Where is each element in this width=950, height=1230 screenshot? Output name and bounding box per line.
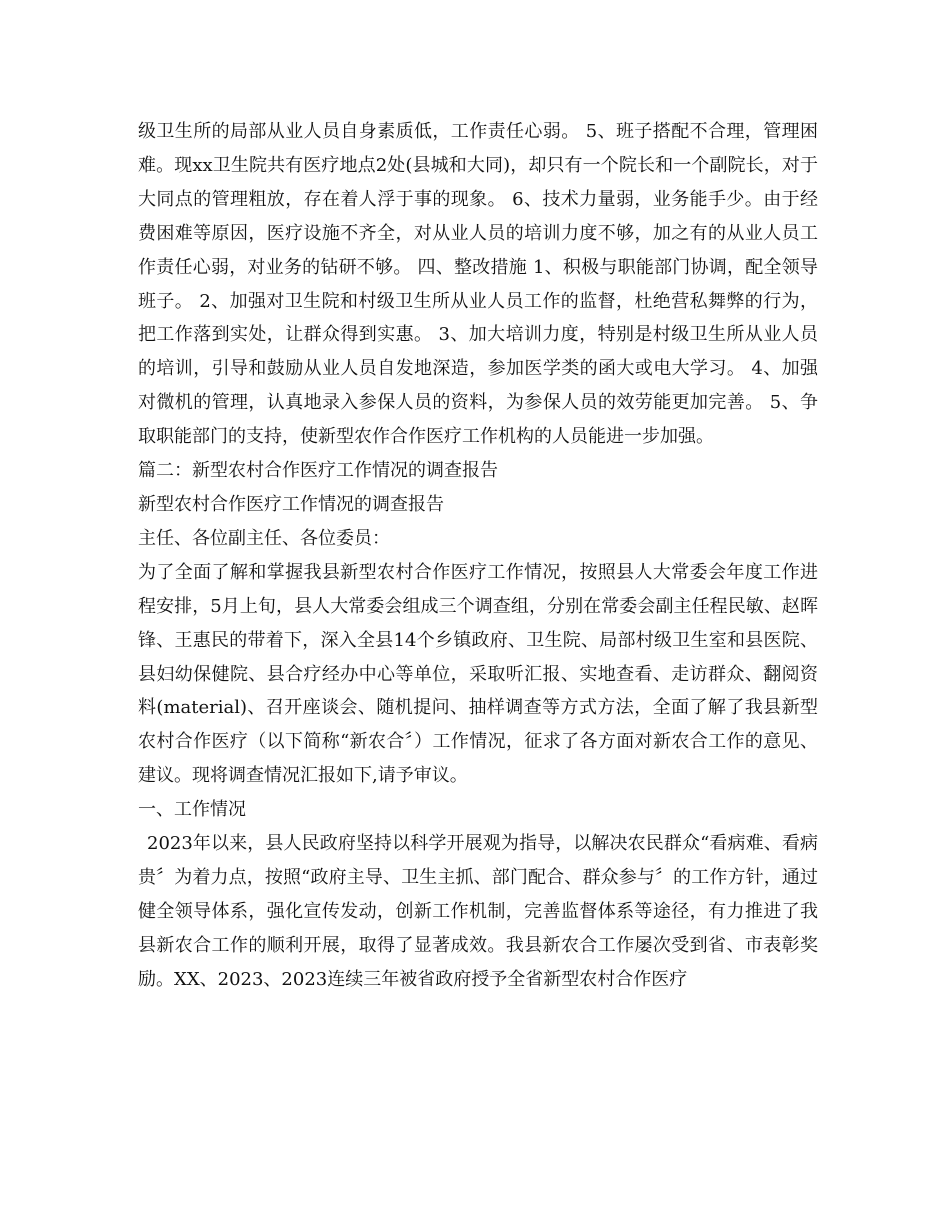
paragraph-work-status: 2023年以来，县人民政府坚持以科学开展观为指导，以解决农民群众“看病难、看病贵〞为着力点，按照“政府主导、卫生主抓、部门配合、群众参与〞的工作方针，通过健全领导体系，强化宣传发动，创新工作机制，完善监督体系等途径，有力推进了我县新农合工作的顺利开展，取得了显著成效。我县新农合工作屡次受到省、市表彰奖励。XX、2023、2023连续三年被省政府授予全省新型农村合作医疗 bbox=[138, 833, 818, 990]
report-title: 新型农村合作医疗工作情况的调查报告 bbox=[138, 493, 444, 515]
paragraph-introduction: 为了全面了解和掌握我县新型农村合作医疗工作情况，按照县人大常委会年度工作进程安排，5月上旬，县人大常委会组成三个调查组，分别在常委会副主任程民敏、赵晖锋、王惠民的带着下，深入全县14个乡镇政府、卫生院、局部村级卫生室和县医院、县妇幼保健院、县合疗经办中心等单位，采取听汇报、实地查看、走访群众、翻阅资料(material)、召开座谈会、随机提问、抽样调查等方式方法，全面了解了我县新型农村合作医疗（以下简称“新农合〞）工作情况，征求了各方面对新农合工作的意见、建议。现将调查情况汇报如下,请予审议。 bbox=[138, 561, 818, 787]
chapter-heading: 篇二：新型农村合作医疗工作情况的调查报告 bbox=[138, 460, 498, 482]
paragraph-rectification-measures: 级卫生所的局部从业人员自身素质低，工作责任心弱。 5、班子搭配不合理，管理困难。现xx卫生院共有医疗地点2处(县城和大同)，却只有一个院长和一个副院长，对于大同点的管理粗放，存在着人浮于事的现象。 6、技术力量弱，业务能手少。由于经费困难等原因，医疗设施不齐全，对从业人员的培训力度不够，加之有的从业人员工作责任心弱，对业务的钻研不够。 四、整改措施 1、积极与职能部门协调，配全领导班子。 2、加强对卫生院和村级卫生所从业人员工作的监督，杜绝营私舞弊的行为，把工作落到实处，让群众得到实惠。 3、加大培训力度，特别是村级卫生所从业人员的培训，引导和鼓励从业人员自发地深造，参加医学类的函大或电大学习。 4、加强对微机的管理，认真地录入参保人员的资料，为参保人员的效劳能更加完善。 5、争取职能部门的支持，使新型农作合作医疗工作机构的人员能进一步加强。 bbox=[138, 121, 818, 448]
section-heading-work-status: 一、工作情况 bbox=[138, 799, 246, 821]
document-body bbox=[138, 115, 818, 997]
salutation: 主任、各位副主任、各位委员： bbox=[138, 527, 390, 549]
